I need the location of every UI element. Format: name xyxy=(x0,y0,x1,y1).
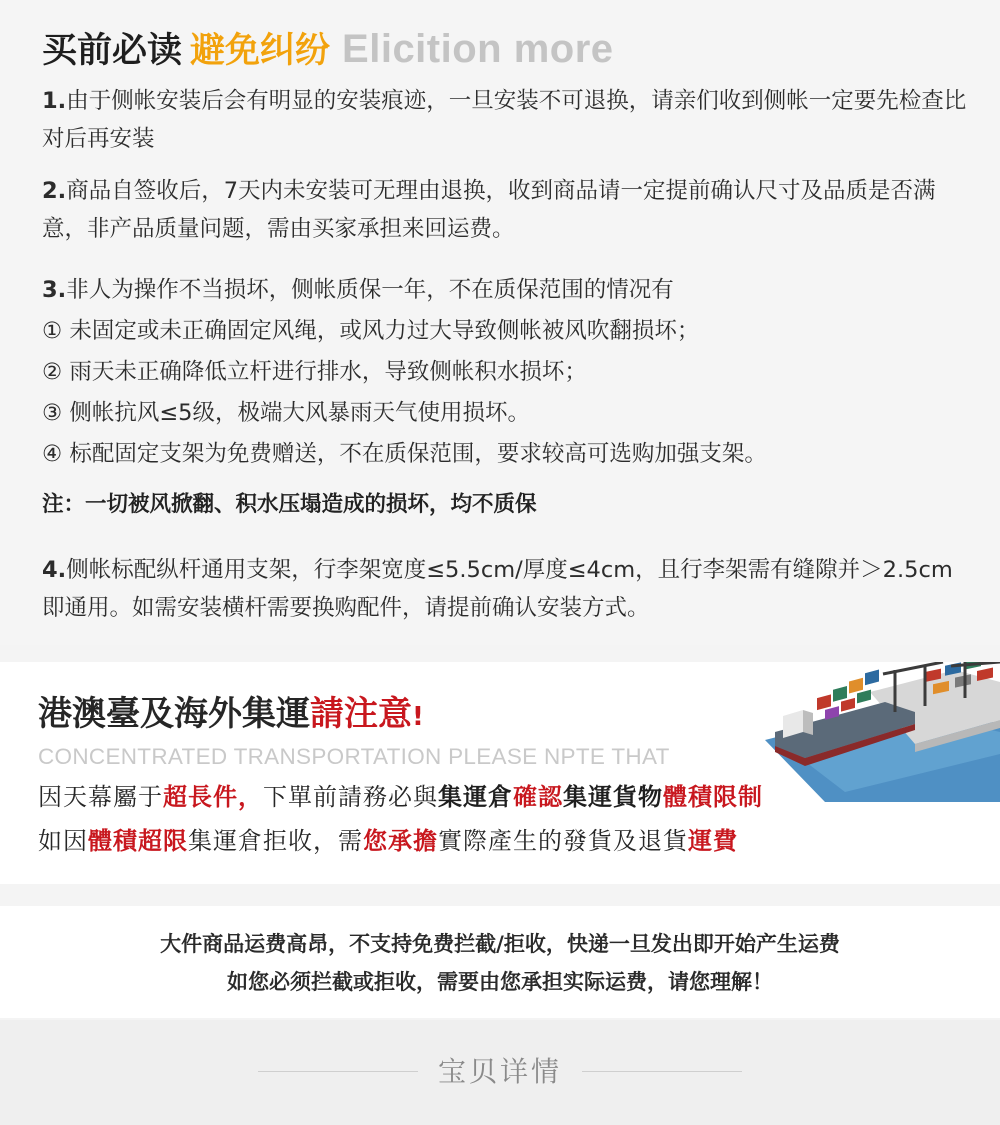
fee-notice-line-1: 大件商品运费高昂，不支持免费拦截/拒收，快递一旦发出即开始产生运费 xyxy=(160,932,840,956)
overseas-title xyxy=(38,692,424,739)
notice-item-2 xyxy=(42,172,972,248)
fee-notice-line-2: 如您必须拦截或拒收，需要由您承担实际运费，请您理解！ xyxy=(227,970,773,994)
text-segment-red: 運費 xyxy=(688,827,738,855)
overseas-shipping-section xyxy=(0,662,1000,884)
notice-title-accent: 避免纠纷 xyxy=(190,31,331,71)
text-segment: 集運倉拒收，需 xyxy=(188,827,363,855)
item-number: 3. xyxy=(42,277,67,303)
notice-item-1 xyxy=(42,82,972,158)
text-segment: 因天幕屬于 xyxy=(38,783,163,811)
text-segment: 下單前請務必與 xyxy=(263,783,438,811)
exclusion-case-1: ① 未固定或未正确固定风绳，或风力过大导致侧帐被风吹翻损坏； xyxy=(42,318,700,344)
product-detail-title: 宝贝详情 xyxy=(437,1055,562,1088)
text-segment-red: 確認 xyxy=(513,783,563,811)
item-number: 2. xyxy=(42,178,67,204)
shipping-fee-section xyxy=(0,906,1000,1018)
item-number: 4. xyxy=(42,557,67,583)
overseas-title-exclaim: ! xyxy=(412,702,424,732)
text-segment-bold: 集運倉 xyxy=(438,783,513,811)
exclusion-case-3: ③ 侧帐抗风≤5级，极端大风暴雨天气使用损坏。 xyxy=(42,400,530,426)
overseas-subtitle-english: CONCENTRATED TRANSPORTATION PLEASE NPTE THAT xyxy=(38,744,670,769)
divider-right xyxy=(582,1071,742,1072)
text-segment: 如因 xyxy=(38,827,88,855)
overseas-line-1 xyxy=(38,778,763,816)
item-text: 由于侧帐安装后会有明显的安装痕迹，一旦安装不可退换，请亲们收到侧帐一定要先检查比对后再安装 xyxy=(42,88,967,152)
warranty-note: 注：一切被风掀翻、积水压塌造成的损坏，均不质保 xyxy=(42,492,537,517)
notice-item-3 xyxy=(42,271,982,309)
text-segment-red: 您承擔 xyxy=(363,827,438,855)
notice-title-main: 买前必读 xyxy=(42,31,183,71)
overseas-title-emphasis: 請注意 xyxy=(310,694,412,734)
product-detail-header xyxy=(0,1020,1000,1125)
text-segment-bold: 集運貨物 xyxy=(563,783,663,811)
overseas-title-main: 港澳臺及海外集運 xyxy=(38,694,310,734)
item-text: 商品自签收后，7天内未安装可无理由退换，收到商品请一定提前确认尺寸及品质是否满意，非产品质量问题，需由买家承担来回运费。 xyxy=(42,178,936,242)
item-number: 1. xyxy=(42,88,67,114)
item-text: 非人为操作不当损坏，侧帐质保一年，不在质保范围的情况有 xyxy=(66,277,674,303)
exclusion-case-2: ② 雨天未正确降低立杆进行排水，导致侧帐积水损坏； xyxy=(42,359,587,385)
notice-title-english: Elicition more xyxy=(342,27,614,71)
item-text: 侧帐标配纵杆通用支架，行李架宽度≤5.5cm/厚度≤4cm，且行李架需有缝隙并＞2.5cm即通用。如需安装横杆需要换购配件，请提前确认安装方式。 xyxy=(42,557,953,621)
text-segment-red: 超長件， xyxy=(163,783,263,811)
text-segment: 實際產生的發貨及退貨 xyxy=(438,827,688,855)
notice-item-4 xyxy=(42,551,972,627)
text-segment-red: 體積超限 xyxy=(88,827,188,855)
container-ship-icon xyxy=(765,662,1000,802)
text-segment-red: 體積限制 xyxy=(663,783,763,811)
notice-title xyxy=(42,26,614,80)
exclusion-case-4: ④ 标配固定支架为免费赠送，不在质保范围，要求较高可选购加强支架。 xyxy=(42,441,767,467)
overseas-line-2 xyxy=(38,822,738,860)
